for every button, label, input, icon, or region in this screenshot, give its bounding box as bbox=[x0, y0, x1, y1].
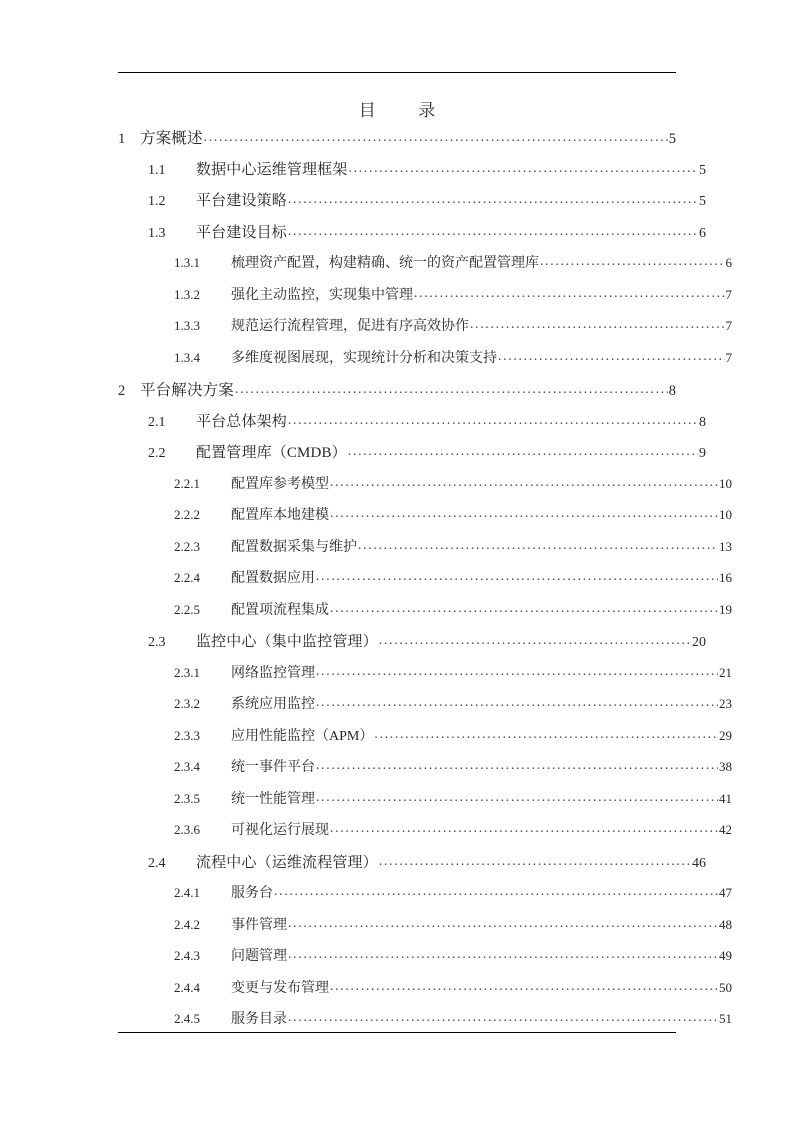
toc-entry[interactable] bbox=[118, 221, 706, 253]
toc-entry-page-number: 50 bbox=[719, 979, 732, 995]
toc-entry-page-number: 23 bbox=[719, 696, 732, 711]
toc-entry-label: 配置库参考模型 bbox=[231, 476, 329, 492]
toc-entry[interactable] bbox=[118, 630, 706, 662]
toc-entry-label: 问题管理 bbox=[231, 949, 287, 964]
toc-entry-number: 2.3.6 bbox=[174, 822, 200, 837]
toc-entry-page-number: 7 bbox=[725, 349, 732, 365]
toc-leader-dots bbox=[379, 853, 691, 869]
toc-entry-page-number: 5 bbox=[668, 131, 676, 147]
toc-entry-number: 2.3.3 bbox=[174, 727, 200, 743]
toc-entry-label: 统一事件平台 bbox=[231, 760, 315, 775]
toc-entry-label: 配置库本地建模 bbox=[231, 508, 329, 523]
toc-entry-number: 2.4.5 bbox=[174, 1011, 200, 1026]
toc-entry-page-number: 10 bbox=[719, 475, 732, 491]
toc-leader-dots bbox=[330, 820, 718, 836]
toc-entry-label: 配置管理库（CMDB） bbox=[196, 445, 347, 461]
toc-entry-label: 系统应用监控 bbox=[231, 697, 315, 712]
toc-entry-label: 监控中心（集中监控管理） bbox=[196, 634, 378, 650]
toc-entry-number: 2.4.3 bbox=[174, 948, 200, 963]
toc-entry[interactable] bbox=[118, 725, 732, 757]
toc-entry-page-number: 19 bbox=[719, 601, 732, 617]
toc-entry-label: 应用性能监控（APM） bbox=[231, 728, 374, 744]
toc-leader-dots bbox=[330, 505, 718, 521]
toc-entry-label: 流程中心（运维流程管理） bbox=[196, 854, 378, 871]
toc-entry-number: 2.2.1 bbox=[174, 475, 200, 491]
toc-entry[interactable] bbox=[118, 473, 732, 505]
toc-entry-label: 梳理资产配置，构建精确、统一的资产配置管理库 bbox=[231, 256, 539, 271]
toc-entry-number: 2.3 bbox=[148, 635, 166, 650]
toc-entry-number: 1.3.4 bbox=[174, 349, 200, 365]
toc-entry-number: 1.3.2 bbox=[174, 286, 200, 302]
toc-leader-dots bbox=[358, 537, 718, 553]
toc-leader-dots bbox=[348, 443, 698, 459]
toc-entry-number: 2.3.2 bbox=[174, 696, 200, 711]
toc-entry-number: 2.2.4 bbox=[174, 570, 200, 585]
toc-entry-number: 1.3.3 bbox=[174, 318, 200, 333]
toc-entry-page-number: 13 bbox=[719, 538, 732, 554]
toc-entry-page-number: 51 bbox=[719, 1011, 732, 1026]
toc-entry-label: 配置项流程集成 bbox=[231, 602, 329, 618]
toc-entry[interactable] bbox=[118, 189, 706, 221]
toc-entry-label: 多维度视图展现，实现统计分析和决策支持 bbox=[231, 350, 497, 366]
toc-entry-page-number: 46 bbox=[692, 855, 706, 871]
toc-entry-label: 平台建设策略 bbox=[196, 193, 287, 209]
toc-entry-number: 2.2.2 bbox=[174, 507, 200, 522]
toc-entry-label: 配置数据采集与维护 bbox=[231, 539, 357, 555]
toc-entry-number: 1.3 bbox=[148, 225, 166, 241]
toc-entry-page-number: 8 bbox=[699, 414, 706, 430]
toc-entry[interactable] bbox=[118, 788, 732, 820]
toc-leader-dots bbox=[374, 726, 718, 742]
toc-leader-dots bbox=[540, 253, 725, 269]
toc-entry[interactable] bbox=[118, 158, 706, 190]
toc-leader-dots bbox=[498, 348, 725, 364]
toc-entry[interactable] bbox=[118, 536, 732, 568]
toc-entry-page-number: 5 bbox=[699, 162, 706, 178]
toc-entry-label: 数据中心运维管理框架 bbox=[196, 161, 348, 178]
toc-entry[interactable] bbox=[118, 756, 732, 788]
toc-entry-page-number: 7 bbox=[725, 286, 732, 302]
toc-entry-page-number: 7 bbox=[725, 318, 732, 333]
toc-leader-dots bbox=[316, 663, 718, 679]
toc-entry-page-number: 42 bbox=[719, 822, 732, 837]
toc-leader-dots bbox=[288, 946, 718, 962]
toc-entry-number: 2.3.1 bbox=[174, 664, 200, 680]
toc-entry-label: 规范运行流程管理，促进有序高效协作 bbox=[231, 319, 469, 334]
toc-entry[interactable] bbox=[118, 410, 706, 442]
toc-leader-dots bbox=[330, 474, 718, 490]
toc-leader-dots bbox=[274, 883, 718, 899]
toc-entry-number: 2 bbox=[118, 383, 126, 399]
toc-entry-label: 强化主动监控，实现集中管理 bbox=[231, 287, 413, 303]
toc-entry[interactable] bbox=[118, 882, 732, 914]
toc-leader-dots bbox=[235, 381, 668, 397]
toc-entry[interactable] bbox=[118, 504, 732, 536]
toc-entry-page-number: 21 bbox=[719, 664, 732, 680]
toc-entry-number: 1.1 bbox=[148, 162, 166, 178]
toc-entry-number: 2.4.2 bbox=[174, 916, 200, 932]
toc-entry-label: 统一性能管理 bbox=[231, 791, 315, 807]
table-of-contents-list bbox=[118, 126, 732, 1040]
toc-entry[interactable] bbox=[118, 347, 732, 379]
toc-entry[interactable] bbox=[118, 662, 732, 694]
toc-entry-label: 事件管理 bbox=[231, 917, 287, 933]
toc-entry-number: 2.1 bbox=[148, 414, 166, 430]
toc-entry[interactable] bbox=[118, 567, 732, 599]
toc-entry-number: 1 bbox=[118, 131, 126, 147]
toc-entry-page-number: 10 bbox=[719, 507, 732, 522]
toc-entry-label: 服务台 bbox=[231, 886, 273, 901]
toc-entry-number: 1.2 bbox=[148, 194, 166, 209]
toc-leader-dots bbox=[470, 316, 725, 332]
toc-leader-dots bbox=[330, 600, 718, 616]
toc-entry-label: 平台总体架构 bbox=[196, 413, 287, 430]
toc-leader-dots bbox=[288, 1009, 718, 1025]
toc-entry[interactable] bbox=[118, 252, 732, 284]
toc-entry-page-number: 16 bbox=[719, 570, 732, 585]
toc-entry[interactable] bbox=[118, 441, 706, 473]
toc-leader-dots bbox=[204, 129, 668, 145]
footer-divider-rule bbox=[118, 1032, 676, 1033]
toc-leader-dots bbox=[288, 223, 698, 239]
toc-entry-number: 2.3.4 bbox=[174, 759, 200, 774]
toc-entry-number: 2.4.1 bbox=[174, 885, 200, 900]
toc-entry-label: 网络监控管理 bbox=[231, 665, 315, 681]
toc-entry[interactable] bbox=[118, 284, 732, 316]
toc-entry-label: 平台建设目标 bbox=[196, 224, 287, 241]
header-divider-rule bbox=[118, 72, 676, 73]
toc-entry-page-number: 20 bbox=[692, 635, 706, 650]
toc-entry-page-number: 8 bbox=[668, 383, 676, 399]
toc-entry[interactable] bbox=[118, 126, 676, 158]
toc-leader-dots bbox=[316, 757, 718, 773]
toc-entry-page-number: 5 bbox=[699, 194, 706, 209]
toc-entry-page-number: 6 bbox=[699, 225, 706, 241]
toc-entry-label: 平台解决方案 bbox=[140, 382, 234, 399]
toc-entry-label: 可视化运行展现 bbox=[231, 823, 329, 838]
toc-leader-dots bbox=[330, 978, 718, 994]
toc-leader-dots bbox=[316, 789, 718, 805]
toc-entry-number: 2.2.3 bbox=[174, 538, 200, 554]
toc-entry-number: 2.4.4 bbox=[174, 979, 200, 995]
toc-entry-label: 服务目录 bbox=[231, 1012, 287, 1027]
toc-entry[interactable] bbox=[118, 977, 732, 1009]
toc-entry-page-number: 38 bbox=[719, 759, 732, 774]
toc-entry[interactable] bbox=[118, 315, 732, 347]
toc-entry-label: 配置数据应用 bbox=[231, 571, 315, 586]
toc-entry[interactable] bbox=[118, 819, 732, 851]
toc-entry[interactable] bbox=[118, 945, 732, 977]
toc-entry-page-number: 47 bbox=[719, 885, 732, 900]
toc-entry[interactable] bbox=[118, 378, 676, 410]
page-title: 目 录 bbox=[358, 101, 441, 120]
toc-entry-number: 1.3.1 bbox=[174, 255, 200, 270]
toc-entry-page-number: 48 bbox=[719, 916, 732, 932]
toc-leader-dots bbox=[316, 568, 718, 584]
toc-entry-number: 2.4 bbox=[148, 855, 166, 871]
toc-leader-dots bbox=[288, 191, 698, 207]
toc-entry[interactable] bbox=[118, 599, 732, 631]
toc-entry-number: 2.2.5 bbox=[174, 601, 200, 617]
toc-entry-page-number: 9 bbox=[699, 446, 706, 461]
toc-entry-label: 方案概述 bbox=[140, 130, 203, 147]
toc-entry-page-number: 41 bbox=[719, 790, 732, 806]
toc-entry-page-number: 6 bbox=[725, 255, 732, 270]
toc-leader-dots bbox=[349, 160, 698, 176]
toc-entry[interactable] bbox=[118, 851, 706, 883]
toc-leader-dots bbox=[288, 412, 698, 428]
toc-entry-number: 2.2 bbox=[148, 446, 166, 461]
toc-entry-page-number: 29 bbox=[719, 727, 732, 743]
toc-entry-page-number: 49 bbox=[719, 948, 732, 963]
toc-entry[interactable] bbox=[118, 693, 732, 725]
toc-leader-dots bbox=[288, 915, 718, 931]
toc-leader-dots bbox=[316, 694, 718, 710]
toc-entry-label: 变更与发布管理 bbox=[231, 980, 329, 996]
toc-entry[interactable] bbox=[118, 1008, 732, 1040]
toc-leader-dots bbox=[414, 285, 725, 301]
toc-entry-number: 2.3.5 bbox=[174, 790, 200, 806]
toc-entry[interactable] bbox=[118, 914, 732, 946]
toc-leader-dots bbox=[379, 632, 691, 648]
